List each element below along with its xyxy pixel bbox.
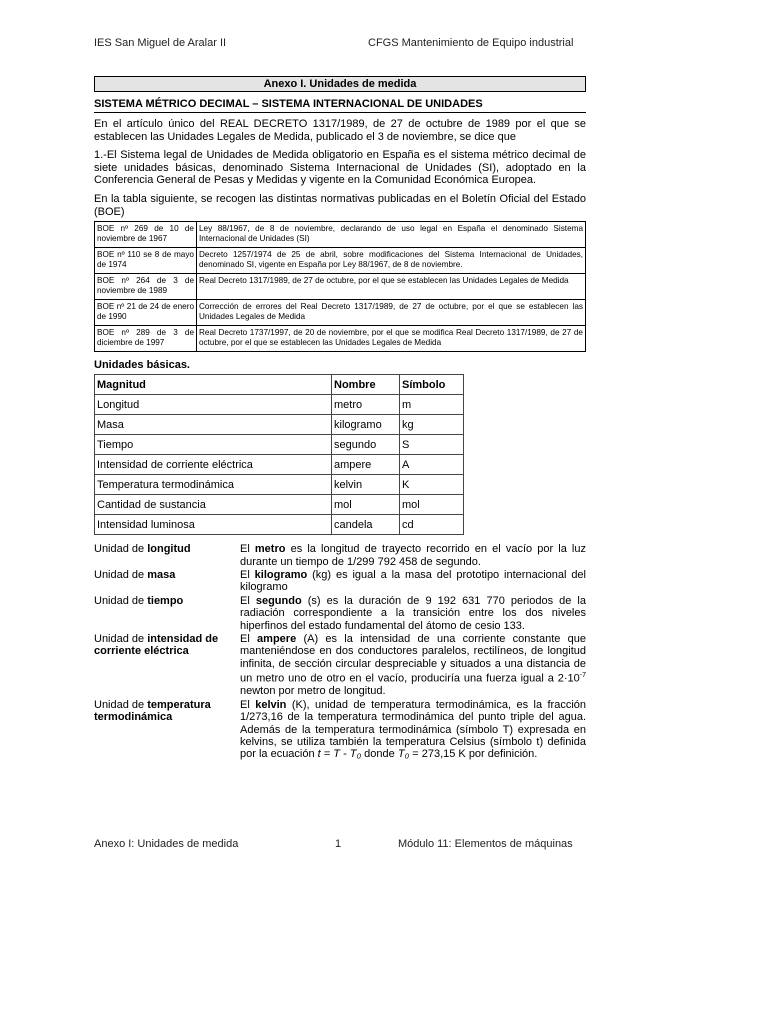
table-row — [95, 326, 586, 352]
page-number: 1 — [335, 838, 342, 850]
equation: t = T - T₀ — [317, 748, 362, 761]
col-header-nombre: Nombre — [332, 375, 400, 395]
t0-symbol: T₀ — [397, 748, 410, 761]
definition-label: Unidad de temperatura termodinámica — [94, 698, 211, 724]
unit-magnitude: Intensidad de corriente eléctrica — [95, 455, 332, 475]
unit-name: kilogramo — [332, 415, 400, 435]
unit-definitions — [94, 543, 586, 761]
unit-magnitude: Tiempo — [95, 435, 332, 455]
boe-desc: Decreto 1257/1974 de 25 de abril, sobre modificaciones del Sistema Internacional de Unidades, denominado SI, vigente en España por Ley 88/1967, de 8 de noviembre. — [197, 248, 586, 274]
col-header-simbolo: Símbolo — [400, 375, 464, 395]
definition-temperatura — [94, 699, 586, 761]
definition-label: Unidad de intensidad de corriente eléctrica — [94, 633, 219, 658]
definition-label: Unidad de longitud — [94, 543, 191, 556]
unit-name: candela — [332, 515, 400, 535]
boe-intro-paragraph: En la tabla siguiente, se recogen las distintas normativas publicadas en el Boletín Oficial del Estado (BOE) — [94, 192, 586, 218]
table-row — [95, 435, 464, 455]
definition-tiempo — [94, 595, 586, 632]
intro-paragraph: En el artículo único del REAL DECRETO 1317/1989, de 27 de octubre de 1989 por el que se establecen las Unidades Legales de Medida, publicado el 3 de noviembre, se dice que — [94, 118, 586, 143]
table-row — [95, 455, 464, 475]
table-row — [95, 274, 586, 300]
boe-ref: BOE nº 110 se 8 de mayo de 1974 — [95, 248, 197, 274]
section-title: SISTEMA MÉTRICO DECIMAL – SISTEMA INTERNACIONAL DE UNIDADES — [94, 98, 586, 113]
table-row — [95, 248, 586, 274]
unit-name: segundo — [332, 435, 400, 455]
definition-text: El metro es la longitud de trayecto recorrido en el vacío por la luz durante un tiempo de 1/299 792 458 de segundo. — [240, 543, 586, 568]
definition-corriente — [94, 633, 586, 698]
unit-symbol: A — [400, 455, 464, 475]
table-header-row — [95, 375, 464, 395]
table-row — [95, 300, 586, 326]
header-course: CFGS Mantenimiento de Equipo industrial — [368, 37, 574, 49]
unit-symbol: S — [400, 435, 464, 455]
unit-magnitude: Temperatura termodinámica — [95, 475, 332, 495]
boe-table — [94, 221, 586, 352]
col-header-magnitud: Magnitud — [95, 375, 332, 395]
table-row — [95, 515, 464, 535]
boe-ref: BOE nº 21 de 24 de enero de 1990 — [95, 300, 197, 326]
unit-symbol: kg — [400, 415, 464, 435]
boe-ref: BOE nº 269 de 10 de noviembre de 1967 — [95, 222, 197, 248]
unit-symbol: cd — [400, 515, 464, 535]
definition-longitud — [94, 543, 586, 568]
page-content — [94, 76, 586, 762]
boe-desc: Corrección de errores del Real Decreto 1317/1989, de 27 de octubre, por el que se establecen las Unidades Legales de Medida — [197, 300, 586, 326]
units-title: Unidades básicas. — [94, 359, 190, 372]
unit-name: ampere — [332, 455, 400, 475]
unit-magnitude: Intensidad luminosa — [95, 515, 332, 535]
unit-magnitude: Longitud — [95, 395, 332, 415]
boe-desc: Ley 88/1967, de 8 de noviembre, declarando de uso legal en España el denominado Sistema Internacional de Unidades (SI) — [197, 222, 586, 248]
boe-desc: Real Decreto 1737/1997, de 20 de noviembre, por el que se modifica Real Decreto 1317/1989, de 27 de octubre, por el que se establecen las Unidades Legales de Medida — [197, 326, 586, 352]
unit-name: metro — [332, 395, 400, 415]
unit-symbol: K — [400, 475, 464, 495]
definition-label: Unidad de masa — [94, 568, 176, 581]
table-row — [95, 495, 464, 515]
si-paragraph: 1.-El Sistema legal de Unidades de Medida obligatorio en España es el sistema métrico decimal de siete unidades básicas, denominado Sistema Internacional de Unidades (SI), adoptado en la Conferencia General de Pesas y Medidas y vigente en la Comunidad Económica Europea. — [94, 149, 586, 187]
table-row — [95, 395, 464, 415]
units-table — [94, 374, 464, 535]
header-school: IES San Miguel de Aralar II — [94, 37, 227, 49]
definition-masa — [94, 569, 586, 594]
footer-module: Módulo 11: Elementos de máquinas — [398, 838, 573, 850]
boe-ref: BOE nº 289 de 3 de diciembre de 1997 — [95, 326, 197, 352]
definition-text: El kilogramo (kg) es igual a la masa del prototipo internacional del kilogramo — [240, 568, 586, 594]
unit-name: kelvin — [332, 475, 400, 495]
unit-magnitude: Cantidad de sustancia — [95, 495, 332, 515]
definition-text: El segundo (s) es la duración de 9 192 631 770 periodos de la radiación correspondiente a la transición entre los dos niveles hiperfinos del estado fundamental del átomo de cesio 133. — [240, 594, 586, 632]
table-row — [95, 475, 464, 495]
unit-symbol: m — [400, 395, 464, 415]
annex-title: Anexo I. Unidades de medida — [94, 76, 586, 92]
table-row — [95, 415, 464, 435]
definition-text: El kelvin (K), unidad de temperatura termodinámica, es la fracción 1/273,16 de la temperatura termodinámica del punto triple del agua. Además de la temperatura termodinámica (símbolo T) expresada en kelvins, se utiliza también la temperatura Celsius (símbolo t) definida por la ecuación t = T - T₀ donde T₀ = 273,15 K por definición. — [240, 698, 586, 761]
boe-ref: BOE nº 264 de 3 de noviembre de 1989 — [95, 274, 197, 300]
table-row — [95, 222, 586, 248]
exponent: -7 — [579, 672, 586, 680]
unit-symbol: mol — [400, 495, 464, 515]
footer-annex: Anexo I: Unidades de medida — [94, 838, 239, 850]
unit-magnitude: Masa — [95, 415, 332, 435]
unit-name: mol — [332, 495, 400, 515]
definition-label: Unidad de tiempo — [94, 594, 184, 607]
boe-desc: Real Decreto 1317/1989, de 27 de octubre, por el que se establecen las Unidades Legales de Medida — [197, 274, 586, 300]
definition-text: El ampere (A) es la intensidad de una corriente constante que manteniéndose en dos conductores paralelos, rectilíneos, de longitud infinita, de sección circular despreciable y situados a una distancia de un metro uno de otro en el vacío, produciría una fuerza igual a $2\cdot 10^{-7}$ newton por metro de longitud. — [240, 633, 586, 698]
